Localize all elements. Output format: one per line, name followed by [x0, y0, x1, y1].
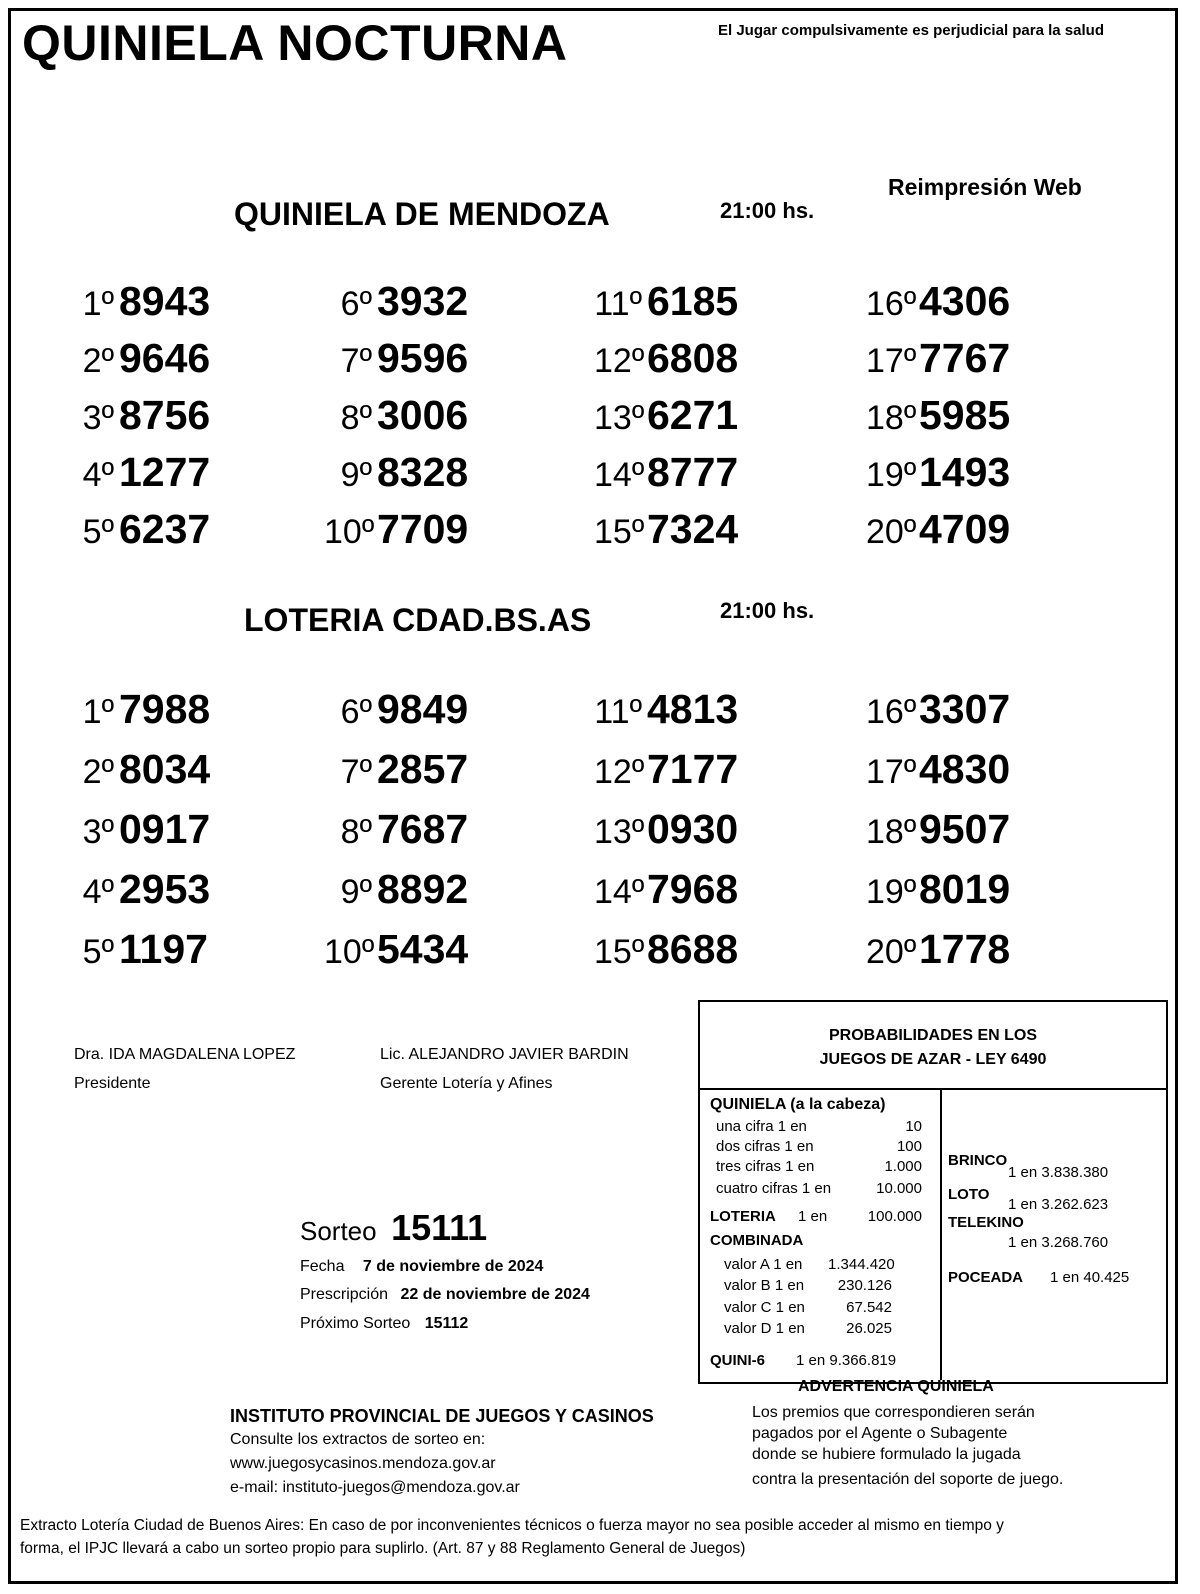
result-position: 1º — [82, 285, 114, 323]
result-cell — [594, 686, 738, 733]
next-draw-row — [300, 1315, 468, 1333]
result-cell — [594, 746, 738, 793]
result-position: 2º — [82, 342, 114, 380]
advertencia-text — [752, 1402, 1063, 1490]
result-position: 20º — [866, 513, 917, 551]
draw-number: 15111 — [391, 1207, 488, 1248]
result-cell — [866, 806, 1010, 853]
result-number: 4830 — [919, 746, 1011, 792]
result-number: 8688 — [647, 926, 739, 972]
result-cell — [324, 926, 468, 973]
result-position: 13º — [594, 399, 645, 437]
result-position: 2º — [82, 753, 114, 791]
result-cell — [324, 806, 468, 853]
combinada-prob-value: 67.542 — [846, 1299, 892, 1316]
result-cell — [324, 866, 468, 913]
result-cell — [866, 392, 1010, 439]
next-draw-label: Próximo Sorteo — [300, 1315, 411, 1332]
result-number: 7687 — [377, 806, 469, 852]
result-number: 3932 — [377, 278, 469, 324]
result-cell — [866, 449, 1010, 496]
result-number: 7968 — [647, 866, 739, 912]
result-position: 17º — [866, 753, 917, 791]
result-number: 4813 — [647, 686, 739, 732]
draw-date-row — [300, 1258, 543, 1276]
result-number: 6271 — [647, 392, 739, 438]
signature-left-role: Presidente — [74, 1075, 151, 1092]
quiniela-prob-label: dos cifras 1 en — [716, 1138, 814, 1155]
result-number: 3006 — [377, 392, 469, 438]
result-cell — [866, 506, 1010, 553]
result-position: 19º — [866, 456, 917, 494]
institute-line: Consulte los extractos de sorteo en: — [230, 1431, 486, 1448]
result-number: 7709 — [377, 506, 469, 552]
result-position: 15º — [594, 933, 645, 971]
result-number: 8943 — [119, 278, 211, 324]
result-position: 3º — [82, 813, 114, 851]
results-row — [66, 278, 1056, 335]
result-number: 9646 — [119, 335, 211, 381]
result-position: 6º — [340, 693, 372, 731]
result-cell — [66, 806, 210, 853]
result-cell — [66, 392, 210, 439]
result-number: 3307 — [919, 686, 1011, 732]
section-time-mendoza: 21:00 hs. — [720, 198, 815, 223]
result-cell — [866, 335, 1010, 382]
result-number: 0917 — [119, 806, 211, 852]
signature-left-name: Dra. IDA MAGDALENA LOPEZ — [74, 1046, 296, 1063]
result-cell — [66, 746, 210, 793]
footer-line: forma, el IPJC llevará a cabo un sorteo propio para suplirlo. (Art. 87 y 88 Reglamento General de Juegos) — [20, 1540, 746, 1557]
results-row — [66, 335, 1056, 392]
result-position: 9º — [340, 873, 372, 911]
loteria-prob-mid: 1 en — [798, 1208, 828, 1225]
result-number: 6237 — [119, 506, 211, 552]
result-position: 4º — [82, 456, 114, 494]
advertencia-line: Los premios que correspondieren serán — [752, 1404, 1035, 1421]
result-position: 3º — [82, 399, 114, 437]
advertencia-line: contra la presentación del soporte de juego. — [752, 1471, 1064, 1488]
result-cell — [324, 392, 468, 439]
result-number: 1277 — [119, 449, 211, 495]
reprint-label: Reimpresión Web — [888, 174, 1082, 200]
result-cell — [66, 866, 210, 913]
health-warning: El Jugar compulsivamente es perjudicial para la salud — [718, 22, 1104, 39]
quini6-prob-value: 1 en 9.366.819 — [796, 1352, 897, 1369]
result-number: 6185 — [647, 278, 739, 324]
result-position: 11º — [594, 693, 642, 731]
result-position: 20º — [866, 933, 917, 971]
results-row — [66, 392, 1056, 449]
loteria-prob-value: 100.000 — [867, 1208, 922, 1225]
result-position: 16º — [866, 285, 917, 323]
result-cell — [594, 449, 738, 496]
result-position: 8º — [340, 399, 372, 437]
result-number: 2857 — [377, 746, 469, 792]
result-number: 4306 — [919, 278, 1011, 324]
result-cell — [594, 926, 738, 973]
result-position: 14º — [594, 873, 645, 911]
result-cell — [866, 686, 1010, 733]
result-number: 9507 — [919, 806, 1011, 852]
result-number: 6808 — [647, 335, 739, 381]
draw-label: Sorteo — [300, 1216, 377, 1246]
result-number: 4709 — [919, 506, 1011, 552]
result-position: 5º — [82, 933, 114, 971]
result-position: 8º — [340, 813, 372, 851]
page-title: QUINIELA NOCTURNA — [22, 15, 568, 71]
combinada-prob-value: 26.025 — [846, 1320, 892, 1337]
advertencia-line: pagados por el Agente o Subagente — [752, 1425, 1008, 1442]
result-position: 10º — [324, 933, 375, 971]
result-cell — [866, 866, 1010, 913]
result-cell — [594, 506, 738, 553]
quiniela-prob-label: tres cifras 1 en — [716, 1158, 815, 1175]
draw-date-label: Fecha — [300, 1258, 345, 1275]
result-number: 2953 — [119, 866, 211, 912]
result-number: 1197 — [119, 926, 208, 972]
result-number: 7324 — [647, 506, 739, 552]
quiniela-prob-value: 10 — [905, 1118, 922, 1135]
result-position: 5º — [82, 513, 114, 551]
advertencia-title: ADVERTENCIA QUINIELA — [798, 1378, 994, 1395]
quiniela-prob-value: 1.000 — [884, 1158, 922, 1175]
section-time-loteria: 21:00 hs. — [720, 598, 815, 623]
brinco-prob-label: BRINCO — [948, 1152, 1008, 1169]
result-number: 8019 — [919, 866, 1011, 912]
result-cell — [66, 926, 208, 973]
result-number: 7177 — [647, 746, 739, 792]
result-cell — [594, 278, 738, 325]
poceada-prob-label: POCEADA — [948, 1269, 1024, 1286]
institute-name: INSTITUTO PROVINCIAL DE JUEGOS Y CASINOS — [230, 1406, 654, 1426]
draw-block — [300, 1207, 487, 1249]
quiniela-prob-title: QUINIELA (a la cabeza) — [710, 1096, 886, 1113]
result-cell — [324, 746, 468, 793]
result-cell — [324, 449, 468, 496]
results-row — [66, 866, 1056, 926]
institute-email: e-mail: instituto-juegos@mendoza.gov.ar — [230, 1479, 520, 1496]
results-grid-mendoza — [66, 278, 1056, 563]
combinada-prob-value: 230.126 — [837, 1277, 892, 1294]
result-number: 9849 — [377, 686, 469, 732]
result-number: 8034 — [119, 746, 211, 792]
result-cell — [866, 746, 1010, 793]
prescription-row — [300, 1286, 590, 1304]
result-position: 7º — [340, 342, 372, 380]
quiniela-prob-label: cuatro cifras 1 en — [716, 1180, 832, 1197]
result-position: 17º — [866, 342, 917, 380]
signature-right-role: Gerente Lotería y Afines — [380, 1075, 553, 1092]
prescription-date: 22 de noviembre de 2024 — [400, 1286, 590, 1303]
result-number: 7767 — [919, 335, 1011, 381]
result-number: 1778 — [919, 926, 1011, 972]
result-cell — [324, 686, 468, 733]
result-position: 4º — [82, 873, 114, 911]
section-title-mendoza: QUINIELA DE MENDOZA — [234, 196, 610, 232]
probabilities-table — [708, 1090, 1163, 1380]
result-cell — [66, 278, 210, 325]
result-position: 11º — [594, 285, 642, 323]
combinada-prob-label: valor A 1 en — [724, 1256, 803, 1273]
result-cell — [324, 506, 468, 553]
result-cell — [594, 806, 738, 853]
results-row — [66, 806, 1056, 866]
probabilities-divider — [940, 1090, 942, 1380]
quini6-prob-label: QUINI-6 — [710, 1352, 766, 1369]
result-cell — [866, 926, 1010, 973]
result-cell — [594, 866, 738, 913]
prescription-label: Prescripción — [300, 1286, 389, 1303]
probabilities-box — [698, 1000, 1168, 1384]
result-position: 1º — [82, 693, 114, 731]
combinada-prob-label: valor B 1 en — [724, 1277, 805, 1294]
telekino-prob-label: TELEKINO — [948, 1214, 1024, 1231]
result-number: 8892 — [377, 866, 469, 912]
result-position: 18º — [866, 399, 917, 437]
result-cell — [594, 392, 738, 439]
quiniela-prob-label: una cifra 1 en — [716, 1118, 807, 1135]
result-position: 12º — [594, 753, 645, 791]
probabilities-heading-line1: PROBABILIDADES EN LOS — [828, 1027, 1037, 1044]
poceada-prob-value: 1 en 40.425 — [1050, 1269, 1130, 1286]
result-number: 1493 — [919, 449, 1011, 495]
result-number: 8777 — [647, 449, 739, 495]
result-number: 7988 — [119, 686, 211, 732]
result-position: 14º — [594, 456, 645, 494]
institute-website: www.juegosycasinos.mendoza.gov.ar — [230, 1455, 496, 1472]
result-cell — [66, 449, 210, 496]
result-number: 9596 — [377, 335, 469, 381]
combinada-prob-value: 1.344.420 — [828, 1256, 895, 1273]
result-cell — [594, 335, 738, 382]
result-number: 0930 — [647, 806, 739, 852]
result-position: 6º — [340, 285, 372, 323]
results-row — [66, 506, 1056, 563]
results-grid-loteria — [66, 686, 1056, 986]
result-number: 5434 — [377, 926, 469, 972]
result-number: 5985 — [919, 392, 1011, 438]
next-draw-number: 15112 — [424, 1315, 469, 1332]
probabilities-heading — [700, 1002, 1166, 1090]
brinco-prob-value: 1 en 3.838.380 — [1008, 1164, 1109, 1181]
result-cell — [866, 278, 1010, 325]
result-position: 16º — [866, 693, 917, 731]
result-position: 9º — [340, 456, 372, 494]
results-row — [66, 746, 1056, 806]
advertencia-line: donde se hubiere formulado la jugada — [752, 1446, 1021, 1463]
draw-date: 7 de noviembre de 2024 — [362, 1258, 544, 1275]
result-position: 15º — [594, 513, 645, 551]
probabilities-heading-line2: JUEGOS DE AZAR - LEY 6490 — [819, 1051, 1047, 1068]
section-title-loteria: LOTERIA CDAD.BS.AS — [244, 602, 592, 638]
footer-note — [20, 1514, 1004, 1560]
result-number: 8756 — [119, 392, 211, 438]
result-cell — [66, 506, 210, 553]
quiniela-prob-value: 100 — [896, 1138, 922, 1155]
loto-prob-label: LOTO — [948, 1186, 990, 1203]
result-cell — [66, 335, 210, 382]
loto-prob-value: 1 en 3.262.623 — [1008, 1196, 1109, 1213]
result-cell — [324, 278, 468, 325]
combinada-prob-label: valor C 1 en — [724, 1299, 805, 1316]
signature-right-name: Lic. ALEJANDRO JAVIER BARDIN — [380, 1046, 629, 1063]
result-cell — [324, 335, 468, 382]
result-position: 10º — [324, 513, 375, 551]
results-row — [66, 686, 1056, 746]
result-position: 18º — [866, 813, 917, 851]
result-cell — [66, 686, 210, 733]
result-position: 7º — [340, 753, 372, 791]
combinada-prob-label: valor D 1 en — [724, 1320, 805, 1337]
result-position: 12º — [594, 342, 645, 380]
result-position: 19º — [866, 873, 917, 911]
institute-info — [230, 1428, 520, 1500]
combinada-prob-title: COMBINADA — [710, 1232, 804, 1249]
quiniela-prob-value: 10.000 — [876, 1180, 922, 1197]
result-number: 8328 — [377, 449, 469, 495]
results-row — [66, 926, 1056, 986]
footer-line: Extracto Lotería Ciudad de Buenos Aires: En caso de por inconvenientes técnicos o fuerza mayor no sea posible acceder al mismo en tiempo y — [20, 1517, 1004, 1534]
loteria-prob-label: LOTERIA — [710, 1208, 776, 1225]
results-row — [66, 449, 1056, 506]
result-position: 13º — [594, 813, 645, 851]
telekino-prob-value: 1 en 3.268.760 — [1008, 1234, 1109, 1251]
